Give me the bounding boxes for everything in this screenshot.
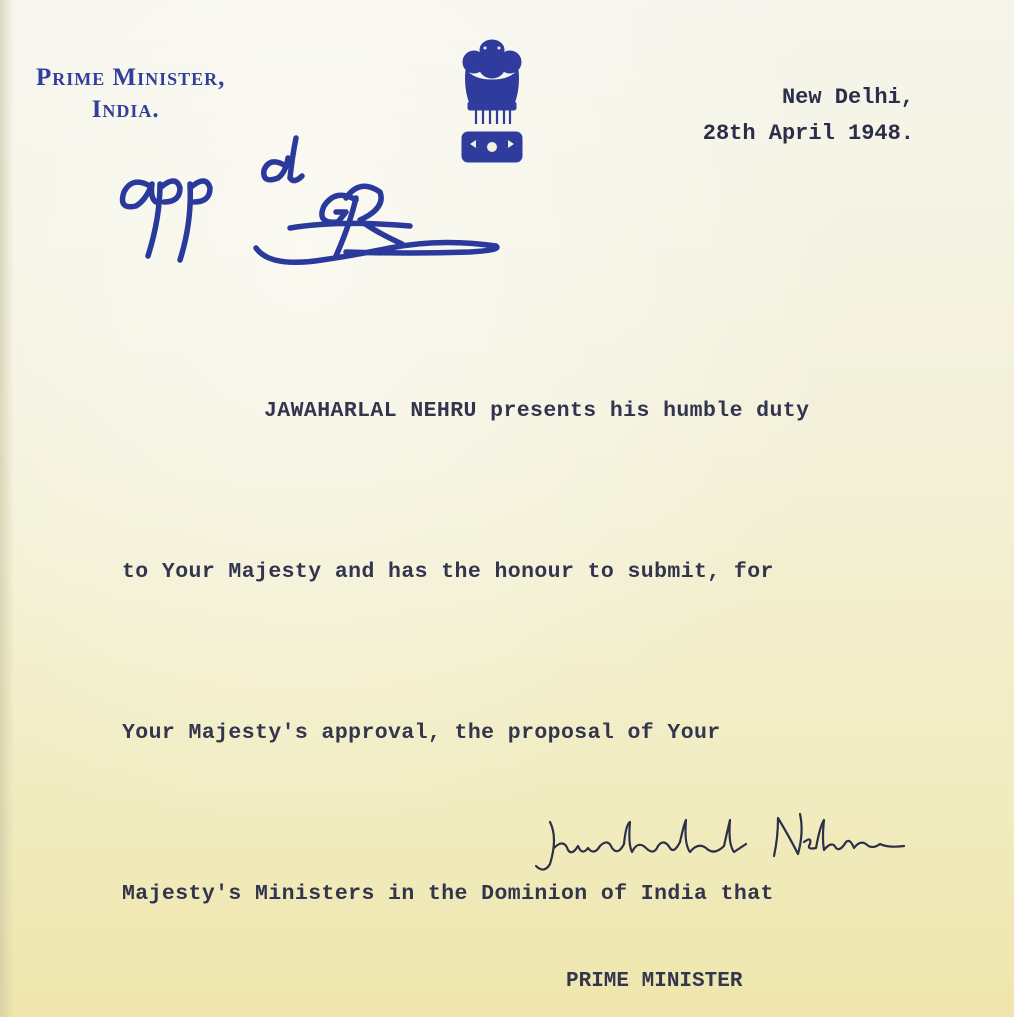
royal-approval-signature xyxy=(110,128,510,288)
letter-body xyxy=(122,278,1002,1017)
letterhead-office xyxy=(36,62,225,126)
dateline xyxy=(703,80,914,152)
letterhead-line-2: India. xyxy=(91,96,160,123)
signatory-title-line-1: PRIME MINISTER xyxy=(566,970,743,993)
body-line-4: Majesty's Ministers in the Dominion of India that xyxy=(122,881,774,906)
signatory-title xyxy=(520,914,835,1017)
letterhead-line-1: Prime Minister, xyxy=(36,64,226,91)
nehru-handwritten-signature xyxy=(528,808,918,886)
body-line-2: to Your Majesty and has the honour to submit, for xyxy=(122,559,774,584)
body-line-1: JAWAHARLAL NEHRU presents his humble duty xyxy=(264,399,810,424)
dateline-place: New Delhi, xyxy=(781,85,914,110)
paper-edge-shadow xyxy=(0,0,14,1017)
dateline-date: 28th April 1948. xyxy=(702,121,914,146)
body-line-3: Your Majesty's approval, the proposal of Your xyxy=(122,720,721,745)
